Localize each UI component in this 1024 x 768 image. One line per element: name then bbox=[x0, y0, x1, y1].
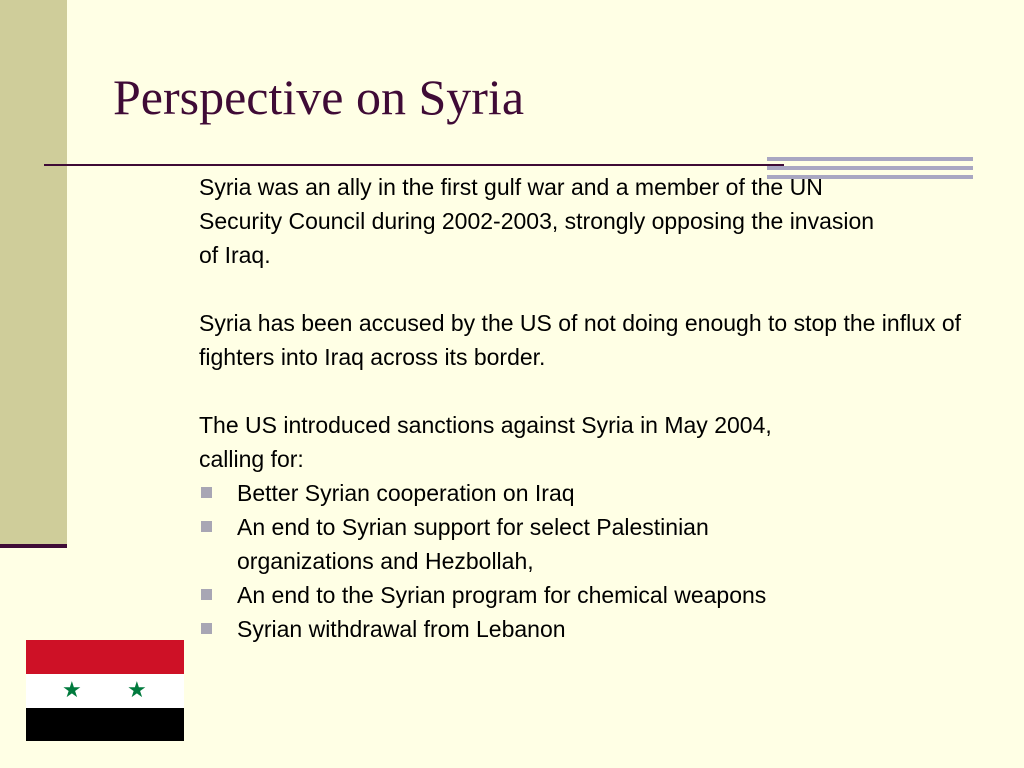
square-bullet-icon bbox=[201, 487, 212, 498]
paragraph-border-accusation: Syria has been accused by the US of not doing enough to stop the influx of fighters into Iraq across its border. bbox=[199, 310, 962, 370]
left-sidebar-bar bbox=[0, 0, 67, 544]
list-item-text: An end to the Syrian program for chemical weapons bbox=[237, 582, 767, 608]
list-item bbox=[199, 510, 837, 578]
list-item-text: Better Syrian cooperation on Iraq bbox=[237, 480, 575, 506]
square-bullet-icon bbox=[201, 589, 212, 600]
left-sidebar-accent bbox=[0, 544, 67, 548]
list-item-text: Syrian withdrawal from Lebanon bbox=[237, 616, 566, 642]
sanctions-list bbox=[199, 476, 1009, 646]
syrian-flag-image bbox=[26, 640, 184, 741]
square-bullet-icon bbox=[201, 623, 212, 634]
square-bullet-icon bbox=[201, 521, 212, 532]
paragraph-gulf-war: Syria was an ally in the first gulf war and a member of the UN Security Council during 2002-2003, strongly opposing the invasion of Iraq. bbox=[199, 174, 875, 268]
list-item-text: An end to Syrian support for select Palestinian organizations and Hezbollah, bbox=[237, 514, 709, 574]
list-item bbox=[199, 476, 837, 510]
slide-title: Perspective on Syria bbox=[113, 69, 525, 125]
flag-red-stripe bbox=[26, 640, 184, 674]
paragraph-sanctions: The US introduced sanctions against Syria in May 2004, calling for: bbox=[199, 412, 772, 472]
slide-body bbox=[199, 170, 1009, 646]
flag-white-stripe bbox=[26, 674, 184, 708]
list-item bbox=[199, 578, 837, 612]
flag-black-stripe bbox=[26, 708, 184, 741]
green-star-icon: ★ bbox=[127, 678, 147, 703]
green-star-icon: ★ bbox=[62, 678, 82, 703]
list-item bbox=[199, 612, 837, 646]
title-divider bbox=[44, 164, 784, 166]
